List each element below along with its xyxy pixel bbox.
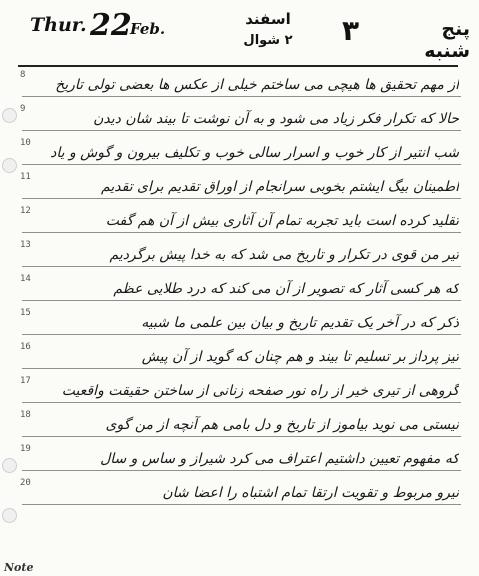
english-date: 22 (90, 8, 132, 43)
ruled-line (22, 402, 461, 403)
line-number: 10 (20, 138, 31, 148)
line-number: 8 (20, 70, 26, 80)
line-number: 18 (20, 410, 31, 420)
handwritten-text: نیستی می نوید بیاموز از تاریخ و دل بامی هم آنچه از من گوی (105, 417, 459, 433)
handwritten-text: شب انتیر از کار خوب و اسرار سالی خوب و تکلیف بیرون و گوش و یاد (50, 145, 459, 161)
handwriting-line (0, 274, 479, 301)
handwritten-text: که هر کسی آثار که تصویر از آن می کند که درد طلایی عظم (113, 281, 459, 297)
ruled-line (22, 266, 461, 267)
persian-lunar-date: ۲ شوال (243, 33, 293, 48)
line-number: 11 (20, 172, 31, 182)
handwriting-line (0, 410, 479, 437)
ruled-line (22, 96, 461, 97)
handwritten-text: ذکر که در آخر یک تقدیم تاریخ و بیان بین علمی ما شبیه (141, 315, 459, 331)
ruled-line (22, 164, 461, 165)
line-number: 12 (20, 206, 31, 216)
line-number: 20 (20, 478, 31, 488)
handwriting-lines (0, 70, 479, 576)
ruled-line (22, 130, 461, 131)
line-number: 15 (20, 308, 31, 318)
page-header (0, 0, 479, 70)
handwritten-text: اطمینان بیگ ایشتم بخوبی سرانجام از اوراق تقدیم برای تقدیم (101, 179, 459, 195)
handwritten-text: که مفهوم تعیین داشتیم اعتراف می کرد شیراز و ساس و سال (100, 451, 459, 467)
handwritten-text: نیرو مربوط و تقویت ارتقا تمام اشتباه را اعضا شان (162, 485, 459, 501)
handwriting-line (0, 478, 479, 505)
line-number: 17 (20, 376, 31, 386)
handwriting-line (0, 172, 479, 199)
ruled-line (22, 300, 461, 301)
handwriting-line (0, 70, 479, 97)
handwritten-text: حالا که تکرار فکر زیاد می شود و به آن نوشت تا بیند شان دیدن (93, 111, 459, 127)
line-number: 13 (20, 240, 31, 250)
line-number: 19 (20, 444, 31, 454)
persian-month: اسفند (245, 10, 291, 28)
header-rule (18, 65, 458, 67)
handwriting-line (0, 240, 479, 267)
persian-date: ۳ (342, 14, 360, 47)
handwritten-text: گروهی از تیری خیر از راه نور صفحه زنانی از ساختن حقیقت واقعیت (61, 383, 459, 399)
note-label: Note (4, 561, 34, 574)
line-number: 14 (20, 274, 31, 284)
handwriting-line (0, 138, 479, 165)
handwritten-text: تقلید کرده است باید تجربه تمام آن آثاری بیش از آن هم گفت (105, 213, 459, 229)
ruled-line (22, 334, 461, 335)
ruled-line (22, 436, 461, 437)
handwritten-text: تیر من قوی در تکرار و تاریخ می شد که به خدا پیش برگردیم (109, 247, 459, 263)
ruled-line (22, 470, 461, 471)
handwriting-line (0, 104, 479, 131)
line-number: 16 (20, 342, 31, 352)
ruled-line (22, 368, 461, 369)
handwriting-line (0, 206, 479, 233)
handwriting-line (0, 308, 479, 335)
english-day: Thur. (30, 14, 87, 36)
ruled-line (22, 504, 461, 505)
handwritten-text: تیز پرداز بر تسلیم تا بیند و هم چنان که گوید از آن پیش (141, 349, 459, 365)
persian-day: پنج شنبه (424, 18, 470, 62)
ruled-line (22, 198, 461, 199)
handwriting-line (0, 342, 479, 369)
handwriting-line (0, 376, 479, 403)
english-month: Feb. (130, 20, 166, 38)
handwriting-line (0, 444, 479, 471)
line-number: 9 (20, 104, 26, 114)
handwritten-text: از مهم تحقیق ها هیچی می ساختم خیلی از عکس ها بعضی تولی تاریخ (55, 77, 459, 93)
ruled-line (22, 232, 461, 233)
